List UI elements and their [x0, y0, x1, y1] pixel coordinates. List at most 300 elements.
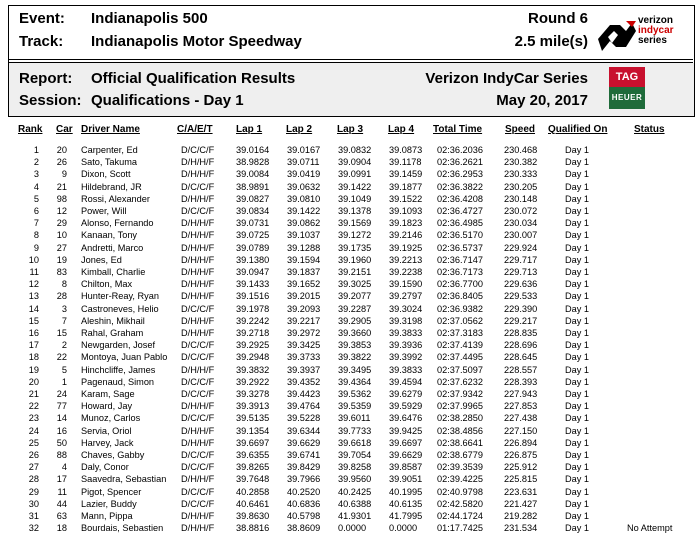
- cell-total: 02:36.4727: [437, 206, 483, 216]
- table-row: [0, 206, 700, 218]
- cell-total: 02:36.8405: [437, 291, 483, 302]
- cell-rank: 2: [33, 157, 39, 168]
- cell-lap1: 39.1354: [236, 425, 270, 436]
- cell-lap1: 39.0084: [236, 169, 270, 180]
- cell-rank: 27: [28, 462, 39, 473]
- cell-speed: 223.631: [504, 486, 538, 497]
- table-row: [0, 230, 700, 242]
- cell-car: 98: [56, 193, 67, 204]
- cell-caet: D/H/H/F: [181, 169, 215, 180]
- cell-total: 02:38.6779: [437, 450, 483, 460]
- cell-lap4: 39.2213: [389, 254, 423, 265]
- cell-lap3: 41.9301: [338, 511, 372, 521]
- cell-lap3: 39.2151: [338, 267, 372, 277]
- col-status: Status: [634, 124, 665, 135]
- cell-qualified: Day 1: [565, 218, 590, 229]
- cell-speed: 228.557: [504, 364, 538, 375]
- cell-car: 88: [56, 450, 67, 460]
- cell-caet: D/C/C/F: [181, 450, 215, 460]
- table-row: [0, 304, 700, 316]
- cell-driver: Dixon, Scott: [81, 169, 131, 180]
- cell-lap3: 39.9560: [338, 474, 372, 485]
- cell-driver: Pigot, Spencer: [81, 486, 142, 497]
- cell-rank: 21: [28, 389, 39, 399]
- table-row: [0, 157, 700, 169]
- series-name: Verizon IndyCar Series: [425, 70, 588, 87]
- cell-car: 19: [56, 254, 67, 265]
- cell-driver: Servia, Oriol: [81, 425, 132, 436]
- cell-caet: D/C/C/F: [181, 376, 215, 387]
- col-rank: Rank: [18, 124, 43, 135]
- cell-car: 17: [56, 474, 67, 485]
- cell-car: 7: [61, 315, 67, 326]
- cell-lap3: 39.4364: [338, 376, 372, 387]
- logo-line-3: series: [638, 35, 667, 46]
- cell-lap3: 39.8258: [338, 462, 372, 473]
- cell-speed: 225.912: [504, 462, 538, 473]
- table-row: [0, 462, 700, 474]
- table-row: [0, 450, 700, 462]
- cell-speed: 227.943: [504, 389, 538, 399]
- cell-qualified: Day 1: [565, 340, 590, 351]
- table-row: [0, 169, 700, 181]
- header-divider-secondary: [9, 62, 693, 63]
- cell-qualified: Day 1: [565, 401, 590, 412]
- cell-qualified: Day 1: [565, 364, 590, 375]
- cell-lap4: 40.6135: [389, 498, 423, 509]
- cell-lap3: 39.0991: [338, 169, 372, 180]
- cell-lap4: 39.1093: [389, 206, 423, 216]
- cell-speed: 229.636: [504, 279, 538, 290]
- cell-speed: 229.924: [504, 242, 538, 253]
- cell-lap2: 39.7966: [287, 474, 321, 485]
- cell-lap3: 39.3822: [338, 352, 372, 363]
- cell-lap2: 39.0711: [287, 157, 320, 168]
- cell-speed: 229.390: [504, 303, 538, 314]
- cell-qualified: Day 1: [565, 437, 590, 448]
- cell-speed: 230.382: [504, 157, 538, 168]
- cell-rank: 24: [28, 425, 39, 436]
- event-name: Indianapolis 500: [91, 10, 208, 27]
- cell-car: 77: [56, 401, 67, 412]
- cell-lap1: 39.6355: [236, 450, 270, 460]
- cell-caet: D/C/C/F: [181, 181, 215, 192]
- cell-car: 18: [56, 523, 67, 534]
- cell-lap1: 39.5135: [236, 413, 270, 424]
- cell-lap1: 39.0827: [236, 193, 270, 204]
- cell-lap2: 39.0632: [287, 181, 321, 192]
- cell-rank: 5: [33, 193, 39, 204]
- cell-speed: 230.007: [504, 230, 538, 241]
- cell-lap3: 39.1960: [338, 254, 372, 265]
- cell-lap4: 39.3936: [389, 340, 423, 351]
- cell-qualified: Day 1: [565, 328, 590, 338]
- cell-lap3: 0.0000: [338, 523, 367, 534]
- cell-total: 02:36.2036: [437, 145, 483, 155]
- cell-lap3: 39.2287: [338, 303, 372, 314]
- cell-lap2: 39.5228: [287, 413, 321, 424]
- cell-rank: 32: [28, 523, 39, 534]
- cell-total: 02:42.5820: [437, 498, 483, 509]
- cell-total: 02:38.4856: [437, 425, 483, 436]
- cell-car: 50: [56, 437, 67, 448]
- cell-lap2: 39.8429: [287, 462, 321, 473]
- cell-lap3: 39.6011: [338, 413, 371, 424]
- cell-qualified: Day 1: [565, 474, 590, 485]
- cell-lap2: 39.2972: [287, 328, 321, 338]
- cell-lap1: 39.2242: [236, 315, 270, 326]
- cell-lap4: 39.1459: [389, 169, 423, 180]
- track-distance: 2.5 mile(s): [514, 33, 588, 50]
- cell-lap3: 39.3025: [338, 279, 372, 290]
- cell-lap4: 39.1178: [389, 157, 422, 168]
- cell-qualified: Day 1: [565, 169, 590, 180]
- cell-lap4: 39.8587: [389, 462, 423, 473]
- col-lap1: Lap 1: [236, 124, 263, 135]
- table-row: [0, 523, 700, 535]
- cell-car: 1: [61, 376, 67, 387]
- cell-lap1: 39.2922: [236, 376, 270, 387]
- col-lap3: Lap 3: [337, 124, 364, 135]
- col-qualified: Qualified On: [548, 124, 608, 135]
- cell-qualified: Day 1: [565, 267, 590, 277]
- cell-qualified: Day 1: [565, 425, 590, 436]
- cell-rank: 31: [28, 511, 39, 521]
- cell-rank: 11: [29, 267, 39, 277]
- cell-caet: D/H/H/F: [181, 254, 215, 265]
- cell-lap2: 39.4352: [287, 376, 321, 387]
- cell-car: 14: [56, 413, 67, 424]
- cell-speed: 230.072: [504, 206, 538, 216]
- cell-lap2: 38.8609: [287, 523, 321, 534]
- cell-lap2: 39.3733: [287, 352, 321, 363]
- cell-caet: D/H/H/F: [181, 193, 215, 204]
- cell-lap1: 38.8816: [236, 523, 270, 534]
- cell-lap1: 39.7648: [236, 474, 270, 485]
- cell-rank: 19: [28, 364, 39, 375]
- cell-qualified: Day 1: [565, 279, 590, 290]
- cell-rank: 20: [28, 376, 39, 387]
- cell-caet: D/C/C/F: [181, 352, 215, 363]
- cell-driver: Karam, Sage: [81, 389, 135, 399]
- cell-lap1: 39.3913: [236, 401, 270, 412]
- cell-speed: 230.205: [504, 181, 538, 192]
- cell-car: 9: [61, 169, 67, 180]
- cell-caet: D/H/H/F: [181, 523, 215, 534]
- cell-lap4: 39.3198: [389, 315, 423, 326]
- cell-lap2: 39.1422: [287, 206, 321, 216]
- cell-lap1: 39.2718: [236, 328, 270, 338]
- cell-lap1: 39.3832: [236, 364, 270, 375]
- cell-caet: D/H/H/F: [181, 230, 215, 241]
- cell-speed: 226.875: [504, 450, 538, 460]
- table-row: [0, 352, 700, 364]
- cell-car: 3: [61, 303, 67, 314]
- cell-qualified: Day 1: [565, 315, 590, 326]
- cell-speed: 228.696: [504, 340, 538, 351]
- cell-lap3: 40.2425: [338, 486, 372, 497]
- cell-lap4: 39.1590: [389, 279, 423, 290]
- cell-speed: 230.468: [504, 145, 538, 155]
- logo-line-2: indycar: [638, 25, 674, 36]
- cell-lap1: 39.1433: [236, 279, 270, 290]
- cell-total: 02:36.2621: [437, 157, 483, 168]
- cell-qualified: Day 1: [565, 303, 590, 314]
- cell-car: 12: [56, 206, 67, 216]
- cell-speed: 231.534: [504, 523, 538, 534]
- cell-qualified: Day 1: [565, 291, 590, 302]
- cell-rank: 7: [33, 218, 39, 229]
- cell-total: 02:36.2953: [437, 169, 483, 180]
- cell-lap4: 39.1925: [389, 242, 423, 253]
- cell-total: 02:38.2850: [437, 413, 483, 424]
- cell-driver: Power, Will: [81, 206, 127, 216]
- track-label: Track:: [19, 33, 64, 50]
- cell-lap3: 40.6388: [338, 498, 372, 509]
- cell-lap2: 39.2093: [287, 303, 321, 314]
- table-row: [0, 316, 700, 328]
- cell-lap1: 39.2925: [236, 340, 270, 351]
- cell-caet: D/H/H/F: [181, 328, 215, 338]
- cell-car: 26: [56, 157, 67, 168]
- cell-driver: Rahal, Graham: [81, 328, 144, 338]
- cell-speed: 227.853: [504, 401, 538, 412]
- cell-lap2: 39.4423: [287, 389, 321, 399]
- table-row: [0, 365, 700, 377]
- table-row: [0, 511, 700, 523]
- cell-rank: 6: [33, 206, 39, 216]
- cell-rank: 25: [28, 437, 39, 448]
- cell-lap4: 40.1995: [389, 486, 423, 497]
- cell-driver: Howard, Jay: [81, 401, 133, 412]
- table-row: [0, 389, 700, 401]
- logo-line-1: verizon: [638, 15, 674, 26]
- cell-qualified: Day 1: [565, 193, 590, 204]
- cell-lap2: 39.0419: [287, 169, 321, 180]
- cell-lap4: 39.1823: [389, 218, 423, 229]
- cell-lap1: 39.3278: [236, 389, 270, 399]
- cell-lap3: 39.1735: [338, 242, 372, 253]
- cell-lap1: 39.6697: [236, 437, 270, 448]
- table-row: [0, 413, 700, 425]
- report-header: [8, 5, 695, 117]
- cell-qualified: Day 1: [565, 450, 590, 460]
- cell-rank: 10: [28, 254, 39, 265]
- cell-speed: 221.427: [504, 498, 538, 509]
- cell-driver: Hunter-Reay, Ryan: [81, 291, 159, 302]
- cell-total: 02:36.7700: [437, 279, 483, 290]
- table-row: [0, 474, 700, 486]
- cell-lap4: 39.3833: [389, 364, 423, 375]
- cell-driver: Lazier, Buddy: [81, 498, 137, 509]
- cell-lap4: 39.6279: [389, 389, 423, 399]
- cell-rank: 17: [28, 340, 39, 351]
- cell-speed: 229.713: [504, 267, 538, 277]
- cell-qualified: Day 1: [565, 254, 590, 265]
- cell-lap2: 40.2520: [287, 486, 321, 497]
- cell-lap1: 38.9828: [236, 157, 270, 168]
- cell-car: 8: [61, 279, 67, 290]
- cell-total: 02:36.4985: [437, 218, 483, 229]
- cell-car: 10: [56, 230, 67, 241]
- cell-speed: 219.282: [504, 511, 538, 521]
- cell-rank: 23: [28, 413, 39, 424]
- cell-car: 16: [56, 425, 67, 436]
- cell-total: 02:37.9965: [437, 401, 483, 412]
- cell-driver: Hinchcliffe, James: [81, 364, 156, 375]
- cell-speed: 230.148: [504, 193, 538, 204]
- event-label: Event:: [19, 10, 65, 27]
- table-row: [0, 279, 700, 291]
- cell-lap1: 40.2858: [236, 486, 270, 497]
- table-row: [0, 401, 700, 413]
- cell-lap1: 39.1978: [236, 303, 270, 314]
- cell-qualified: Day 1: [565, 206, 590, 216]
- cell-driver: Saavedra, Sebastian: [81, 474, 167, 485]
- cell-car: 83: [56, 267, 67, 277]
- cell-lap3: 39.0832: [338, 145, 372, 155]
- cell-qualified: Day 1: [565, 145, 590, 155]
- cell-lap4: 39.2238: [389, 267, 423, 277]
- cell-speed: 226.894: [504, 437, 538, 448]
- cell-caet: D/C/C/F: [181, 413, 215, 424]
- cell-lap4: 39.2146: [389, 230, 423, 241]
- cell-driver: Hildebrand, JR: [81, 181, 142, 192]
- cell-speed: 228.393: [504, 376, 538, 387]
- cell-driver: Andretti, Marco: [81, 242, 144, 253]
- cell-lap4: 39.6697: [389, 437, 423, 448]
- report-name: Official Qualification Results: [91, 70, 296, 87]
- table-row: [0, 328, 700, 340]
- cell-lap3: 39.2905: [338, 315, 372, 326]
- cell-qualified: Day 1: [565, 242, 590, 253]
- cell-caet: D/C/C/F: [181, 389, 215, 399]
- cell-rank: 26: [28, 450, 39, 460]
- cell-lap2: 39.6344: [287, 425, 321, 436]
- cell-lap3: 39.7054: [338, 450, 372, 460]
- cell-total: 02:36.3822: [437, 181, 483, 192]
- cell-car: 22: [56, 352, 67, 363]
- cell-caet: D/C/C/F: [181, 145, 215, 155]
- cell-rank: 18: [28, 352, 39, 363]
- cell-total: 02:37.0562: [437, 315, 483, 326]
- cell-lap1: 39.0834: [236, 206, 270, 216]
- cell-speed: 228.645: [504, 352, 538, 363]
- cell-total: 02:37.5097: [437, 364, 483, 375]
- cell-speed: 229.533: [504, 291, 538, 302]
- cell-caet: D/C/C/F: [181, 486, 215, 497]
- cell-lap4: 39.3833: [389, 328, 423, 338]
- cell-driver: Rossi, Alexander: [81, 193, 150, 204]
- cell-driver: Newgarden, Josef: [81, 340, 156, 351]
- cell-qualified: Day 1: [565, 181, 590, 192]
- cell-car: 11: [57, 486, 67, 497]
- cell-car: 20: [56, 145, 67, 155]
- table-row: [0, 291, 700, 303]
- cell-lap3: 39.1272: [338, 230, 372, 241]
- session-label: Session:: [19, 92, 82, 109]
- cell-lap4: 39.4594: [389, 376, 423, 387]
- cell-total: 02:38.6641: [437, 437, 483, 448]
- cell-car: 44: [56, 498, 67, 509]
- cell-car: 2: [61, 340, 67, 351]
- cell-lap2: 39.0810: [287, 193, 321, 204]
- cell-rank: 9: [33, 242, 39, 253]
- cell-caet: D/H/H/F: [181, 218, 215, 229]
- cell-qualified: Day 1: [565, 157, 590, 168]
- cell-speed: 225.815: [504, 474, 538, 485]
- cell-lap2: 39.4764: [287, 401, 321, 412]
- cell-lap3: 39.1422: [338, 181, 372, 192]
- cell-lap3: 39.7733: [338, 425, 372, 436]
- table-row: [0, 145, 700, 157]
- cell-rank: 16: [28, 328, 39, 338]
- cell-rank: 4: [33, 181, 39, 192]
- cell-driver: Pagenaud, Simon: [81, 376, 155, 387]
- cell-speed: 229.217: [504, 315, 538, 326]
- table-row: [0, 255, 700, 267]
- cell-lap2: 39.1288: [287, 242, 321, 253]
- cell-total: 02:36.7173: [437, 267, 483, 277]
- cell-driver: Sato, Takuma: [81, 157, 138, 168]
- table-row: [0, 267, 700, 279]
- cell-rank: 22: [28, 401, 39, 412]
- cell-car: 29: [56, 218, 67, 229]
- cell-lap4: 39.1522: [389, 193, 423, 204]
- cell-caet: D/H/H/F: [181, 157, 215, 168]
- table-row: [0, 182, 700, 194]
- cell-lap1: 39.0789: [236, 242, 270, 253]
- cell-lap1: 38.9891: [236, 181, 270, 192]
- cell-lap3: 39.0904: [338, 157, 372, 168]
- cell-caet: D/H/H/F: [181, 364, 215, 375]
- cell-lap3: 39.1049: [338, 193, 372, 204]
- cell-caet: D/C/C/F: [181, 303, 215, 314]
- cell-total: 02:36.5170: [437, 230, 483, 241]
- cell-qualified: Day 1: [565, 230, 590, 241]
- col-total: Total Time: [433, 124, 483, 135]
- cell-rank: 1: [33, 145, 39, 155]
- cell-total: 01:17.7425: [437, 523, 483, 534]
- cell-lap1: 39.0731: [236, 218, 270, 229]
- col-car: Car: [56, 124, 73, 135]
- cell-caet: D/H/H/F: [181, 242, 215, 253]
- cell-lap3: 39.3660: [338, 328, 372, 338]
- cell-lap2: 39.0862: [287, 218, 321, 229]
- cell-lap4: 39.2797: [389, 291, 423, 302]
- cell-driver: Alonso, Fernando: [81, 218, 154, 229]
- cell-total: 02:36.4208: [437, 193, 483, 204]
- cell-total: 02:37.4495: [437, 352, 483, 363]
- cell-driver: Castroneves, Helio: [81, 303, 159, 314]
- cell-rank: 28: [28, 474, 39, 485]
- cell-qualified: Day 1: [565, 511, 590, 521]
- cell-caet: D/C/C/F: [181, 340, 215, 351]
- cell-caet: D/H/H/F: [181, 315, 215, 326]
- cell-caet: D/H/H/F: [181, 291, 215, 302]
- cell-lap4: 39.6476: [389, 413, 423, 424]
- cell-car: 28: [56, 291, 67, 302]
- report-label: Report:: [19, 70, 73, 87]
- tag-logo-top: TAG: [609, 67, 645, 87]
- cell-driver: Kimball, Charlie: [81, 267, 146, 277]
- cell-caet: D/C/C/F: [181, 462, 215, 473]
- cell-driver: Chilton, Max: [81, 279, 133, 290]
- cell-lap2: 39.1837: [287, 267, 321, 277]
- cell-car: 21: [56, 181, 67, 192]
- cell-total: 02:37.9342: [437, 389, 483, 399]
- cell-qualified: Day 1: [565, 486, 590, 497]
